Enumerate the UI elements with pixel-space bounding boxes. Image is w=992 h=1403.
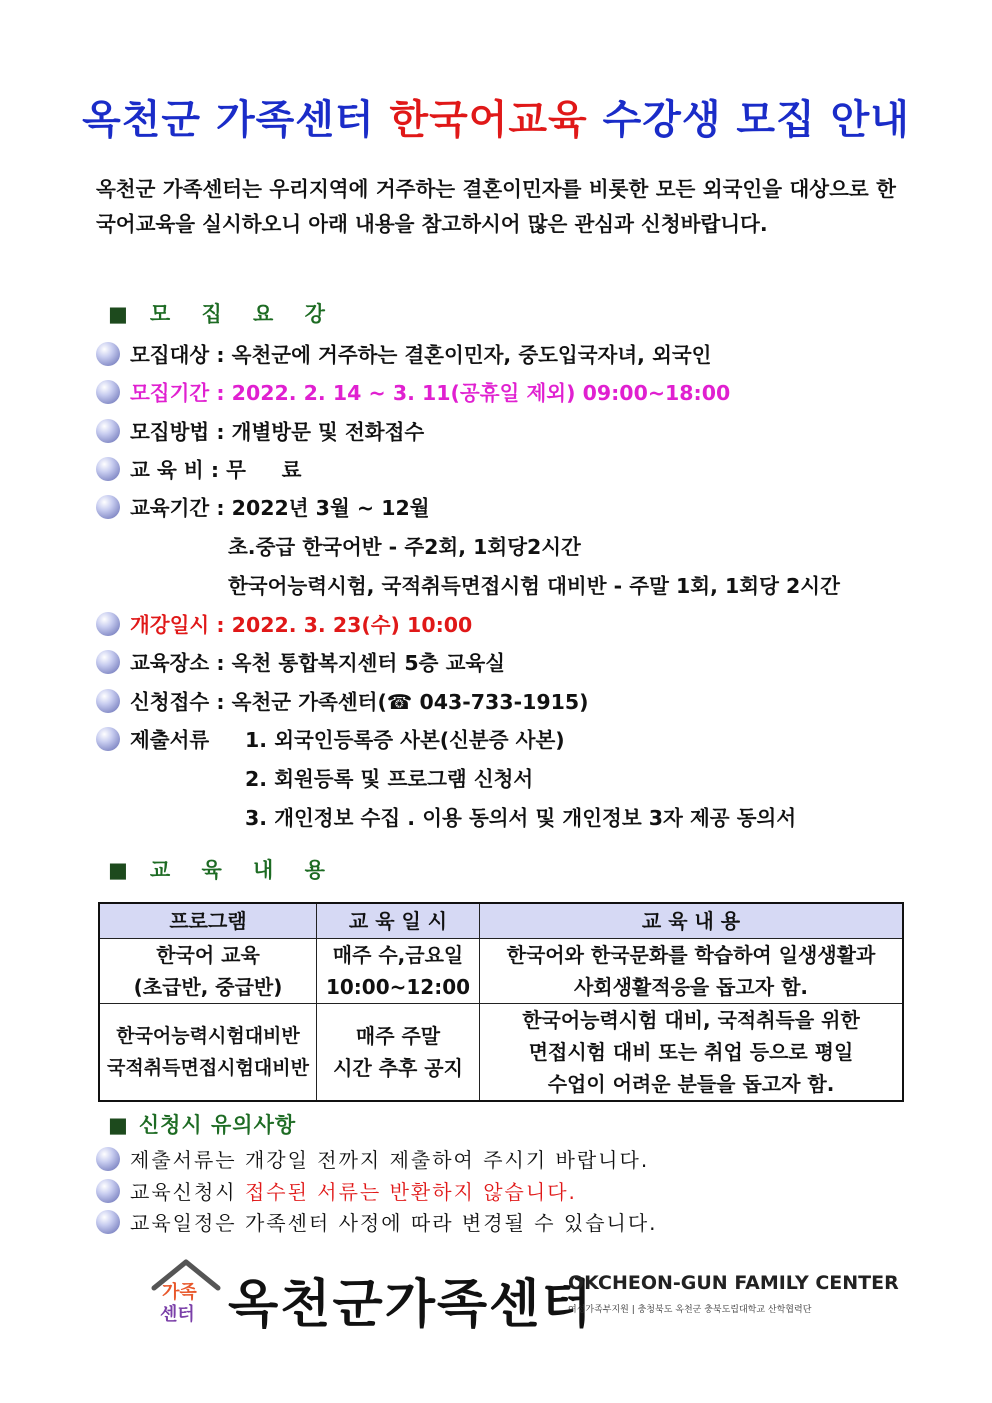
- page-title: [0, 88, 992, 145]
- recruit-fee: 교 육 비 : 무 료: [130, 458, 302, 482]
- table-header-content: 교 육 내 용: [480, 903, 904, 939]
- table-cell-time: 매주 수,금요일 10:00~12:00: [317, 939, 480, 1004]
- notice-2: 교육신청시 접수된 서류는 반환하지 않습니다.: [130, 1180, 577, 1204]
- round-bullet-icon: [96, 342, 120, 366]
- section-notice-heading: ■ 신청시 유의사항: [108, 1113, 297, 1137]
- recruit-method: 모집방법 : 개별방문 및 전화접수: [130, 420, 425, 444]
- title-part1: 옥천군 가족센터: [82, 97, 390, 143]
- recruit-period: 모집기간 : 2022. 2. 14 ~ 3. 11(공휴일 제외) 09:00~18:00: [130, 381, 731, 405]
- round-bullet-icon: [96, 1210, 120, 1234]
- section-content-heading: ■ 교 육 내 용: [108, 858, 337, 882]
- footer-center-name: 옥천군가족센터: [228, 1275, 594, 1335]
- table-row: [99, 1004, 903, 1102]
- round-bullet-icon: [96, 495, 120, 519]
- table-header-row: [99, 903, 903, 939]
- square-bullet-icon: ■: [108, 858, 140, 882]
- table-cell-program: 한국어 교육 (초급반, 중급반): [99, 939, 317, 1004]
- round-bullet-icon: [96, 689, 120, 713]
- svg-text:센터: 센터: [160, 1304, 195, 1325]
- family-center-logo-icon: [150, 1258, 222, 1326]
- round-bullet-icon: [96, 419, 120, 443]
- table-cell-content: 한국어와 한국문화를 학습하여 일생생활과 사회생활적응을 돕고자 함.: [480, 939, 904, 1004]
- table-header-time: 교 육 일 시: [317, 903, 480, 939]
- apply-info: 신청접수 : 옥천군 가족센터(☎ 043-733-1915): [130, 690, 589, 714]
- round-bullet-icon: [96, 457, 120, 481]
- table-cell-content: 한국어능력시험 대비, 국적취득을 위한 면접시험 대비 또는 취업 등으로 평일 수업이 어려운 분들을 돕고자 함.: [480, 1004, 904, 1102]
- footer-affiliation: 여성가족부지원 | 충청북도 옥천군 충북도립대학교 산학협력단: [568, 1305, 812, 1315]
- round-bullet-icon: [96, 1147, 120, 1171]
- footer-english-name: OKCHEON-GUN FAMILY CENTER: [568, 1272, 899, 1294]
- round-bullet-icon: [96, 380, 120, 404]
- opening-date: 개강일시 : 2022. 3. 23(수) 10:00: [130, 613, 473, 637]
- intro-paragraph: 옥천군 가족센터는 우리지역에 거주하는 결혼이민자를 비롯한 모든 외국인을 대상으로 한국어교육을 실시하오니 아래 내용을 참고하시어 많은 관심과 신청바랍니다.: [96, 177, 896, 236]
- edu-period-sub2: 한국어능력시험, 국적취득면접시험 대비반 - 주말 1회, 1회당 2시간: [228, 574, 840, 598]
- doc-item-2: 2. 회원등록 및 프로그램 신청서: [245, 767, 534, 791]
- edu-period: 교육기간 : 2022년 3월 ~ 12월: [130, 496, 430, 520]
- round-bullet-icon: [96, 612, 120, 636]
- notice-1: 제출서류는 개강일 전까지 제출하여 주시기 바랍니다.: [130, 1148, 650, 1172]
- recruit-target: 모집대상 : 옥천군에 거주하는 결혼이민자, 중도입국자녀, 외국인: [130, 343, 712, 367]
- round-bullet-icon: [96, 727, 120, 751]
- edu-period-sub1: 초.중급 한국어반 - 주2회, 1회당2시간: [228, 535, 581, 559]
- table-cell-program: 한국어능력시험대비반 국적취득면접시험대비반: [99, 1004, 317, 1102]
- section-recruit-heading: ■ 모 집 요 강: [108, 302, 337, 326]
- table-cell-time: 매주 주말 시간 추후 공지: [317, 1004, 480, 1102]
- round-bullet-icon: [96, 1179, 120, 1203]
- title-highlight: 한국어교육: [389, 97, 588, 143]
- table-header-program: 프로그램: [99, 903, 317, 939]
- doc-item-3: 3. 개인정보 수집 . 이용 동의서 및 개인정보 3자 제공 동의서: [245, 806, 797, 830]
- svg-text:가족: 가족: [162, 1282, 197, 1303]
- edu-place: 교육장소 : 옥천 통합복지센터 5층 교육실: [130, 651, 505, 675]
- title-part3: 수강생 모집 안내: [587, 97, 910, 143]
- square-bullet-icon: ■: [108, 1113, 129, 1137]
- notice-3: 교육일정은 가족센터 사정에 따라 변경될 수 있습니다.: [130, 1211, 658, 1235]
- square-bullet-icon: ■: [108, 302, 140, 326]
- table-row: [99, 939, 903, 1004]
- doc-item-1: 1. 외국인등록증 사본(신분증 사본): [245, 728, 565, 752]
- round-bullet-icon: [96, 650, 120, 674]
- education-table: [98, 902, 904, 1102]
- docs-label: 제출서류: [130, 728, 210, 752]
